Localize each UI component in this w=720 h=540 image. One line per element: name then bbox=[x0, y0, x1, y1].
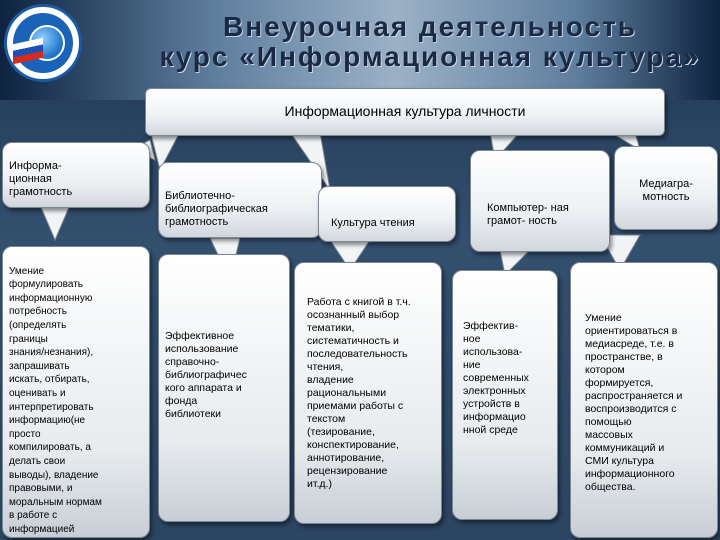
tail-desc-info bbox=[40, 205, 70, 240]
category-info bbox=[2, 142, 150, 208]
description-lib bbox=[158, 254, 290, 522]
category-media bbox=[614, 146, 718, 230]
category-comp-label: Компьютер- ная грамот- ность bbox=[487, 202, 569, 227]
category-lib-label: Библиотечно- библиографическая грамотность bbox=[165, 190, 268, 228]
description-info-text: Умение формулировать информационную потребность (определять границы знания/незнания), запрашивать искать, отбирать, оценивать и интерпретировать информацию(не просто компилировать, а делать свои выводы), владение правовыми, и моральным нормам в работе с информацией bbox=[9, 265, 102, 535]
top-concept-label: Информационная культура личности bbox=[284, 103, 526, 119]
title-line-2: курс «Информационная культура» bbox=[159, 41, 701, 72]
description-comp-text: Эффектив- ное использова- ние современных электронных устройств в информацио нной среде bbox=[463, 320, 529, 436]
description-comp bbox=[452, 270, 558, 520]
description-media-text: Умение ориентироваться в медиасреде, т.е. в пространстве, в котором формируется, распространяется и воспроизводится с помощью массовых коммуникаций и СМИ культура информационного общества. bbox=[585, 312, 683, 493]
description-media bbox=[570, 262, 718, 538]
description-read bbox=[294, 262, 442, 524]
description-lib-text: Эффективное использование справочно- библиографичес кого аппарата и фонда библиотеки bbox=[165, 330, 247, 420]
description-info bbox=[2, 246, 150, 538]
category-info-label: Информа- ционная грамотность bbox=[9, 160, 73, 198]
category-comp bbox=[470, 150, 610, 252]
category-media-label: Медиагра- мотность bbox=[639, 178, 693, 203]
category-read bbox=[318, 186, 456, 242]
category-read-label: Культура чтения bbox=[331, 217, 415, 229]
top-concept-box bbox=[145, 88, 665, 136]
category-lib bbox=[158, 162, 322, 238]
description-read-text: Работа с книгой в т.ч. осознанный выбор тематики, систематичность и последовательность чтения, владение рациональными приемами работы с текстом (тезирование, конспектирование, аннотирование, рецензирование ит.д.) bbox=[307, 296, 411, 490]
title-line-1: Внеурочная деятельность bbox=[222, 11, 638, 42]
